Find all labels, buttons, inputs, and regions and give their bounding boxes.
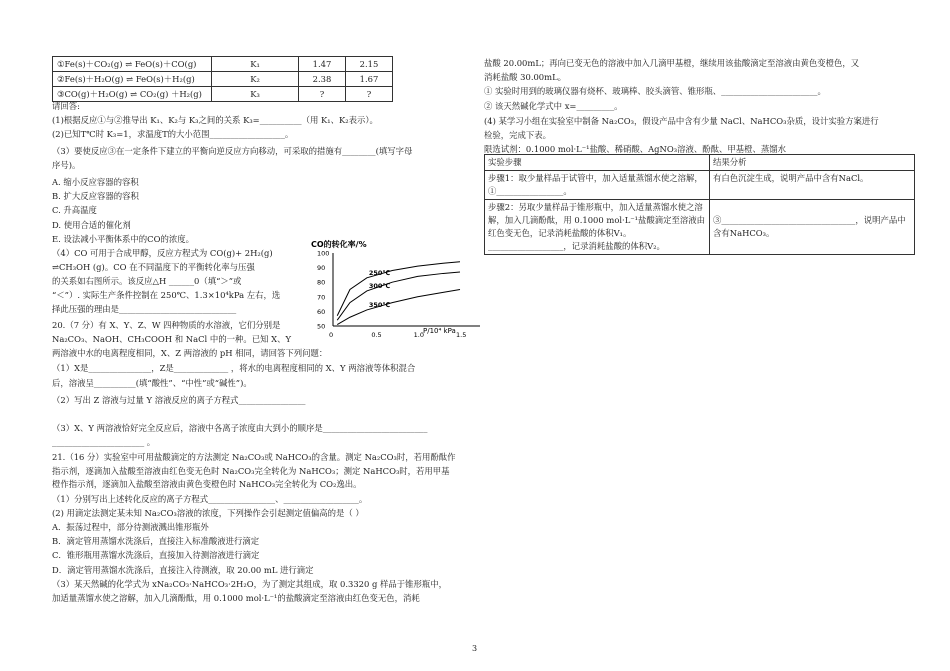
- text-line: D．滴定管用蒸馏水洗涤后，直接注入待测液，取 20.00 mL 进行滴定: [52, 565, 314, 575]
- text-line: C．锥形瓶用蒸馏水洗涤后，直接加入待测溶液进行滴定: [52, 550, 260, 560]
- text-line: E. 设法减小平衡体系中的CO的浓度。: [52, 234, 194, 244]
- equilibrium-cell: 1.67: [346, 72, 393, 87]
- experiment-row-1: [485, 171, 915, 200]
- series-label: 350℃: [368, 300, 391, 309]
- equilibrium-cell: ①Fe(s)＋CO₂(g) ⇌ FeO(s)＋CO(g): [53, 57, 212, 72]
- text-line: ______________________ 。: [52, 437, 156, 447]
- equilibrium-cell: ②Fe(s)＋H₂O(g) ⇌ FeO(s)＋H₂(g): [53, 72, 212, 87]
- y-tick-label: 100: [317, 249, 330, 258]
- equilibrium-cell: ?: [299, 87, 346, 102]
- text-line: A．振荡过程中，部分待测液溅出锥形瓶外: [52, 522, 209, 532]
- x-tick-label: 1.5: [456, 331, 467, 339]
- equilibrium-cell: ③CO(g)＋H₂O(g) ⇌ CO₂(g) ＋H₂(g): [53, 87, 212, 102]
- text-line: 序号)。: [52, 160, 81, 170]
- equilibrium-cell: K₂: [212, 72, 299, 87]
- equilibrium-table: [52, 56, 393, 102]
- text-line: （4）CO 可用于合成甲醇，反应方程式为 CO(g)+ 2H₂(g): [52, 248, 273, 258]
- text-line: ① 实验时用到的玻璃仪器有烧杯、玻璃棒、胶头滴管、锥形瓶、_______________________。: [484, 86, 826, 96]
- step-2-result: ③________________________________，说明产品中含有NaHCO₃。: [710, 200, 915, 255]
- equilibrium-cell: ?: [346, 87, 393, 102]
- text-line: (1)根据反应①与②推导出 K₁、K₂与 K₃之间的关系 K₃=__________（用 K₁、K₂表示）。: [52, 115, 378, 125]
- text-line: D. 使用合适的催化剂: [52, 220, 131, 230]
- text-line: （3）某天然碱的化学式为 xNa₂CO₃·NaHCO₃·2H₂O，为了测定其组成，取 0.3320 g 样品于锥形瓶中，: [52, 579, 447, 589]
- text-line: A. 缩小反应容器的容积: [52, 177, 139, 187]
- step-1-text: 步骤1：取少量样品于试管中，加入适量蒸馏水使之溶解，①________________。: [485, 171, 710, 200]
- y-tick-label: 80: [317, 278, 326, 287]
- equilibrium-row: [53, 87, 393, 102]
- series-line: [337, 272, 460, 320]
- chart-title: CO的转化率/%: [311, 240, 367, 249]
- experiment-table-header: [485, 155, 915, 171]
- series-line: [337, 290, 460, 325]
- series-line: [337, 262, 460, 316]
- text-line: （2）写出 Z 溶液与过量 Y 溶液反应的离子方程式________________: [52, 395, 306, 405]
- x-tick-label: 0: [329, 331, 334, 339]
- experiment-table: [484, 154, 915, 255]
- text-line: “＜”）. 实际生产条件控制在 250℃、1.3×10⁴kPa 左右，选: [52, 290, 281, 300]
- text-line: 消耗盐酸 30.00mL。: [484, 72, 567, 82]
- text-line: 后，溶液呈__________(填“酸性”、“中性”或“碱性”)。: [52, 378, 252, 388]
- equilibrium-row: [53, 72, 393, 87]
- series-label: 250℃: [368, 268, 391, 277]
- text-line: (4) 某学习小组在实验室中制备 Na₂CO₃，假设产品中含有少量 NaCl、NaHCO₃杂质，设计实验方案进行: [484, 116, 879, 126]
- experiment-row-2: [485, 200, 915, 255]
- co-conversion-chart: [305, 238, 490, 350]
- text-line: (2)已知T℃时 K₃=1，求温度T的大小范围__________________。: [52, 129, 294, 139]
- text-line: 的关系如右图所示。该反应△H ______0（填“＞”或: [52, 276, 242, 286]
- text-line: ⇌CH₃OH (g)。CO 在不同温度下的平衡转化率与压强: [52, 262, 255, 272]
- text-line: 检验，完成下表。: [484, 130, 551, 140]
- y-tick-label: 60: [317, 307, 326, 316]
- step-1-result: 有白色沉淀生成，说明产品中含有NaCl。: [710, 171, 915, 200]
- equilibrium-cell: K₁: [212, 57, 299, 72]
- text-line: （3）要使反应③在一定条件下建立的平衡向逆反应方向移动，可采取的措施有________(填写字母: [52, 146, 413, 156]
- text-line: 两溶液中水的电离程度相同，X、Z 两溶液的 pH 相同，请回答下列问题：: [52, 348, 328, 358]
- series-label: 300℃: [368, 281, 391, 290]
- text-line: （1）X是_______________，Z是_____________ ，将水的电离程度相同的 X、Y 两溶液等体积混合: [52, 363, 416, 373]
- equilibrium-cell: 2.38: [299, 72, 346, 87]
- text-line: B. 扩大反应容器的容积: [52, 191, 139, 201]
- x-tick-label: 1.0: [413, 331, 425, 339]
- equilibrium-row: [53, 57, 393, 72]
- text-line: B．滴定管用蒸馏水洗涤后，直接注入标准酸液进行滴定: [52, 536, 260, 546]
- text-line: （3）X、Y 两溶液恰好完全反应后，溶液中各离子浓度由大到小的顺序是_________________________: [52, 423, 428, 433]
- text-line: 橙作指示剂，逐滴加入盐酸至溶液由黄色变橙色时 NaHCO₃完全转化为 CO₂逸出。: [52, 479, 362, 489]
- x-axis-label: P/10⁴ kPa: [423, 327, 456, 335]
- equilibrium-cell: 2.15: [346, 57, 393, 72]
- page-number: 3: [472, 644, 478, 653]
- text-line: ② 该天然碱化学式中 x=_________。: [484, 101, 623, 111]
- text-line: 指示剂，逐滴加入盐酸至溶液由红色变无色时 Na₂CO₃完全转化为 NaHCO₃；测定 NaHCO₃时，若用甲基: [52, 466, 450, 476]
- text-line: 请回答:: [52, 101, 80, 111]
- text-line: (2) 用滴定法测定某未知 Na₂CO₃溶液的浓度，下列操作会引起测定值偏高的是（ ）: [52, 508, 364, 518]
- text-line: C. 升高温度: [52, 205, 97, 215]
- x-tick-label: 0.5: [371, 331, 382, 339]
- text-line: 21.（16 分）实验室中可用盐酸滴定的方法测定 Na₂CO₃或 NaHCO₃的含量。测定 Na₂CO₃时，若用酚酞作: [52, 452, 456, 462]
- text-line: 限选试剂：0.1000 mol·L⁻¹盐酸、稀硝酸、AgNO₃溶液、酚酞、甲基橙、蒸馏水: [484, 144, 786, 154]
- equilibrium-cell: K₃: [212, 87, 299, 102]
- equilibrium-cell: 1.47: [299, 57, 346, 72]
- header-analysis: 结果分析: [710, 155, 915, 171]
- text-line: Na₂CO₃、NaOH、CH₃COOH 和 NaCl 中的一种。已知 X、Y: [52, 334, 291, 344]
- y-tick-label: 50: [317, 322, 326, 331]
- header-steps: 实验步骤: [485, 155, 710, 171]
- y-tick-label: 90: [317, 264, 326, 273]
- text-line: 择此压强的理由是____________________________: [52, 304, 237, 314]
- text-line: 20.（7 分）有 X、Y、Z、W 四种物质的水溶液，它们分别是: [52, 320, 281, 330]
- text-line: （1）分别写出上述转化反应的离子方程式________________、__________________。: [52, 494, 368, 504]
- step-2-text: 步骤2：另取少量样品于锥形瓶中，加入适量蒸馏水使之溶解，加入几滴酚酞，用 0.1000 mol·L⁻¹盐酸滴定至溶液由红色变无色，记录消耗盐酸的体积V₁。__________________，记录消耗盐酸的体积V₂。: [485, 200, 710, 255]
- text-line: 加适量蒸馏水使之溶解，加入几滴酚酞，用 0.1000 mol·L⁻¹的盐酸滴定至溶液由红色变无色，消耗: [52, 593, 420, 603]
- y-tick-label: 70: [317, 293, 326, 302]
- text-line: 盐酸 20.00mL；再向已变无色的溶液中加入几滴甲基橙，继续用该盐酸滴定至溶液由黄色变橙色，又: [484, 58, 860, 68]
